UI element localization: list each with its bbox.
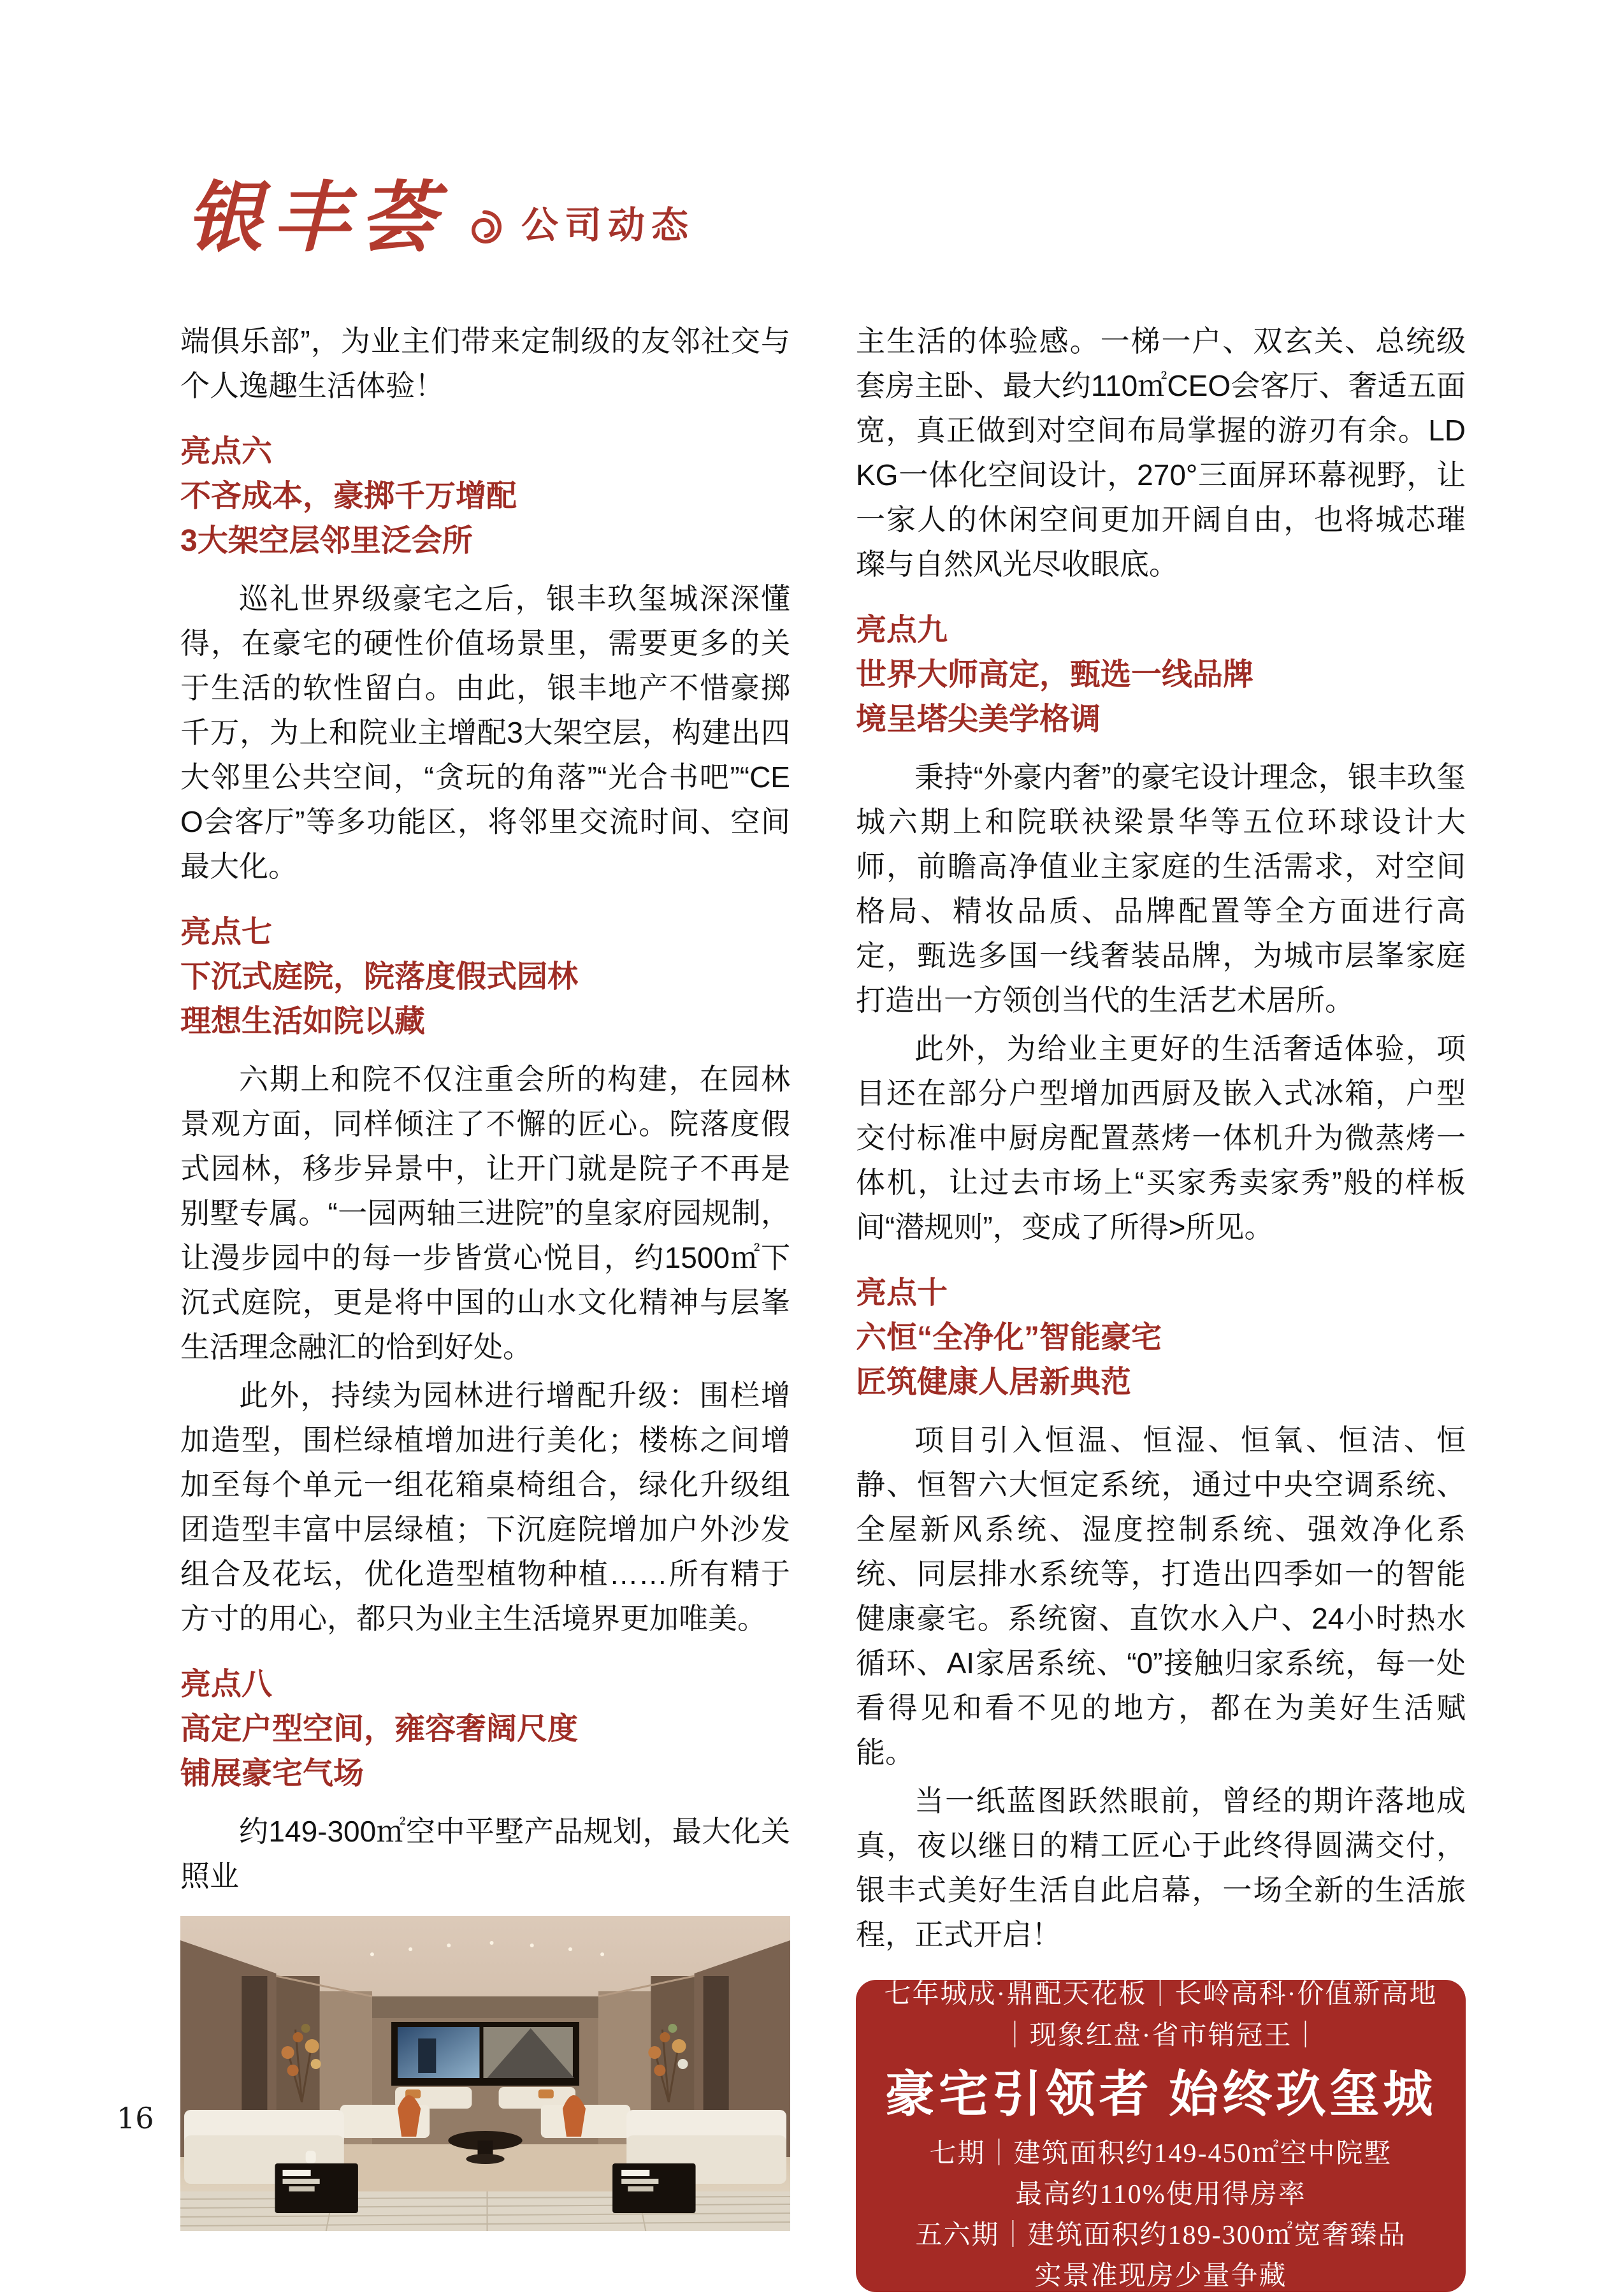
paragraph-intro-left: 端俱乐部”，为业主们带来定制级的友邻社交与个人逸趣生活体验！ (180, 324, 790, 402)
paragraph-seven-a: 六期上和院不仅注重会所的构建，在园林景观方面，同样倾注了不懈的匠心。院落度假式园林，移步异景中，让开门就是院子不再是别墅专属。“一园两轴三进院”的皇家府园规制，让漫步园中的每一步皆赏心悦目，约1500㎡下沉式庭院，更是将中国的山水文化精神与层峯生活理念融汇的恰到好处。 (180, 1063, 790, 1363)
heading-line: 不吝成本，豪掷千万增配 (180, 479, 517, 513)
section-label: 公司动态 (521, 205, 695, 246)
highlight-heading-ten (856, 1271, 1466, 1405)
swirl-icon (465, 207, 506, 251)
highlight-heading-eight (180, 1662, 790, 1796)
lounge-photo (180, 1916, 790, 2231)
heading-line: 亮点八 (180, 1668, 273, 1701)
heading-line: 境呈塔尖美学格调 (856, 702, 1101, 736)
promo-spec: 七期｜建筑面积约149-450㎡空中院墅 (929, 2139, 1392, 2169)
paragraph-nine-b: 此外，为给业主更好的生活奢适体验，项目还在部分户型增加西厨及嵌入式冰箱，户型交付标准中厨房配置蒸烤一体机升为微蒸烤一体机，让过去市场上“买家秀卖家秀”般的样板间“潜规则”，变成了所得>所见。 (856, 1032, 1466, 1244)
paragraph-ten-b: 当一纸蓝图跃然眼前，曾经的期许落地成真，夜以继日的精工匠心于此终得圆满交付，银丰式美好生活自此启幕，一场全新的生活旅程，正式开启！ (856, 1784, 1466, 1951)
heading-line: 世界大师高定，甄选一线品牌 (856, 658, 1254, 692)
heading-line: 亮点六 (180, 435, 273, 469)
paragraph-ten-a: 项目引入恒温、恒湿、恒氧、恒洁、恒静、恒智六大恒定系统，通过中央空调系统、全屋新风系统、湿度控制系统、强效净化系统、同层排水系统等，打造出四季如一的智能健康豪宅。系统窗、直饮水入户、24小时热水循环、AI家居系统、“0”接触归家系统，每一处看得见和看不见的地方，都在为美好生活赋能。 (856, 1423, 1466, 1769)
paragraph-nine-a: 秉持“外豪内奢”的豪宅设计理念，银丰玖玺城六期上和院联袂梁景华等五位环球设计大师，前瞻高净值业主家庭的生活需求，对空间格局、精妆品质、品牌配置等全方面进行高定，甄选多国一线奢装品牌，为城市层峯家庭打造出一方领创当代的生活艺术居所。 (856, 760, 1466, 1017)
heading-line: 亮点七 (180, 915, 273, 949)
promo-box (856, 1980, 1466, 2292)
left-column (180, 319, 790, 2231)
paragraph-intro-right: 主生活的体验感。一梯一户、双玄关、总统级套房主卧、最大约110㎡CEO会客厅、奢适五面宽，真正做到对空间布局掌握的游刃有余。LDKG一体化空间设计，270°三面屏环幕视野，让一家人的休闲空间更加开阔自由，也将城芯璀璨与自然风光尽收眼底。 (856, 324, 1466, 581)
promo-title: 豪宅引领者 始终玖玺城 (885, 2066, 1437, 2122)
promo-spec: 五六期｜建筑面积约189-300㎡宽奢臻品 (915, 2221, 1406, 2251)
highlight-heading-six (180, 430, 790, 563)
heading-line: 六恒“全净化”智能豪宅 (856, 1321, 1162, 1355)
promo-tagline: ｜现象红盘·省市销冠王｜ (1001, 2021, 1320, 2051)
promo-spec: 实景准现房少量争藏 (1034, 2262, 1287, 2292)
heading-line: 亮点九 (856, 613, 948, 647)
heading-line: 亮点十 (856, 1276, 948, 1310)
heading-line: 3大架空层邻里泛会所 (180, 524, 473, 558)
paragraph-seven-b: 此外，持续为园林进行增配升级：围栏增加造型，围栏绿植增加进行美化；楼栋之间增加至每个单元一组花箱桌椅组合，绿化升级组团造型丰富中层绿植；下沉庭院增加户外沙发组合及花坛，优化造型植物种植……所有精于方寸的用心，都只为业主生活境界更加唯美。 (180, 1379, 790, 1635)
promo-tagline: 七年城成·鼎配天花板｜长岭高科·价值新高地 (884, 1980, 1438, 2010)
heading-line: 下沉式庭院，院落度假式园林 (180, 960, 579, 994)
heading-line: 铺展豪宅气场 (180, 1757, 365, 1791)
heading-line: 匠筑健康人居新典范 (856, 1365, 1132, 1399)
page-number: 16 (117, 2101, 154, 2135)
paragraph-eight: 约149-300㎡空中平墅产品规划，最大化关照业 (180, 1815, 790, 1893)
right-column (856, 319, 1466, 2292)
paragraph-six: 巡礼世界级豪宅之后，银丰玖玺城深深懂得，在豪宅的硬性价值场景里，需要更多的关于生活的软性留白。由此，银丰地产不惜豪掷千万，为上和院业主增配3大架空层，构建出四大邻里公共空间，“贪玩的角落”“光合书吧”“CEO会客厅”等多功能区，将邻里交流时间、空间最大化。 (180, 582, 790, 883)
heading-line: 高定户型空间，雍容奢阔尺度 (180, 1712, 579, 1746)
brand-logo: 银丰荟 (186, 173, 446, 263)
highlight-heading-seven (180, 910, 790, 1044)
highlight-heading-nine (856, 608, 1466, 742)
heading-line: 理想生活如院以藏 (180, 1005, 426, 1038)
promo-spec: 最高约110%使用得房率 (1015, 2179, 1306, 2209)
page-header (186, 173, 695, 263)
